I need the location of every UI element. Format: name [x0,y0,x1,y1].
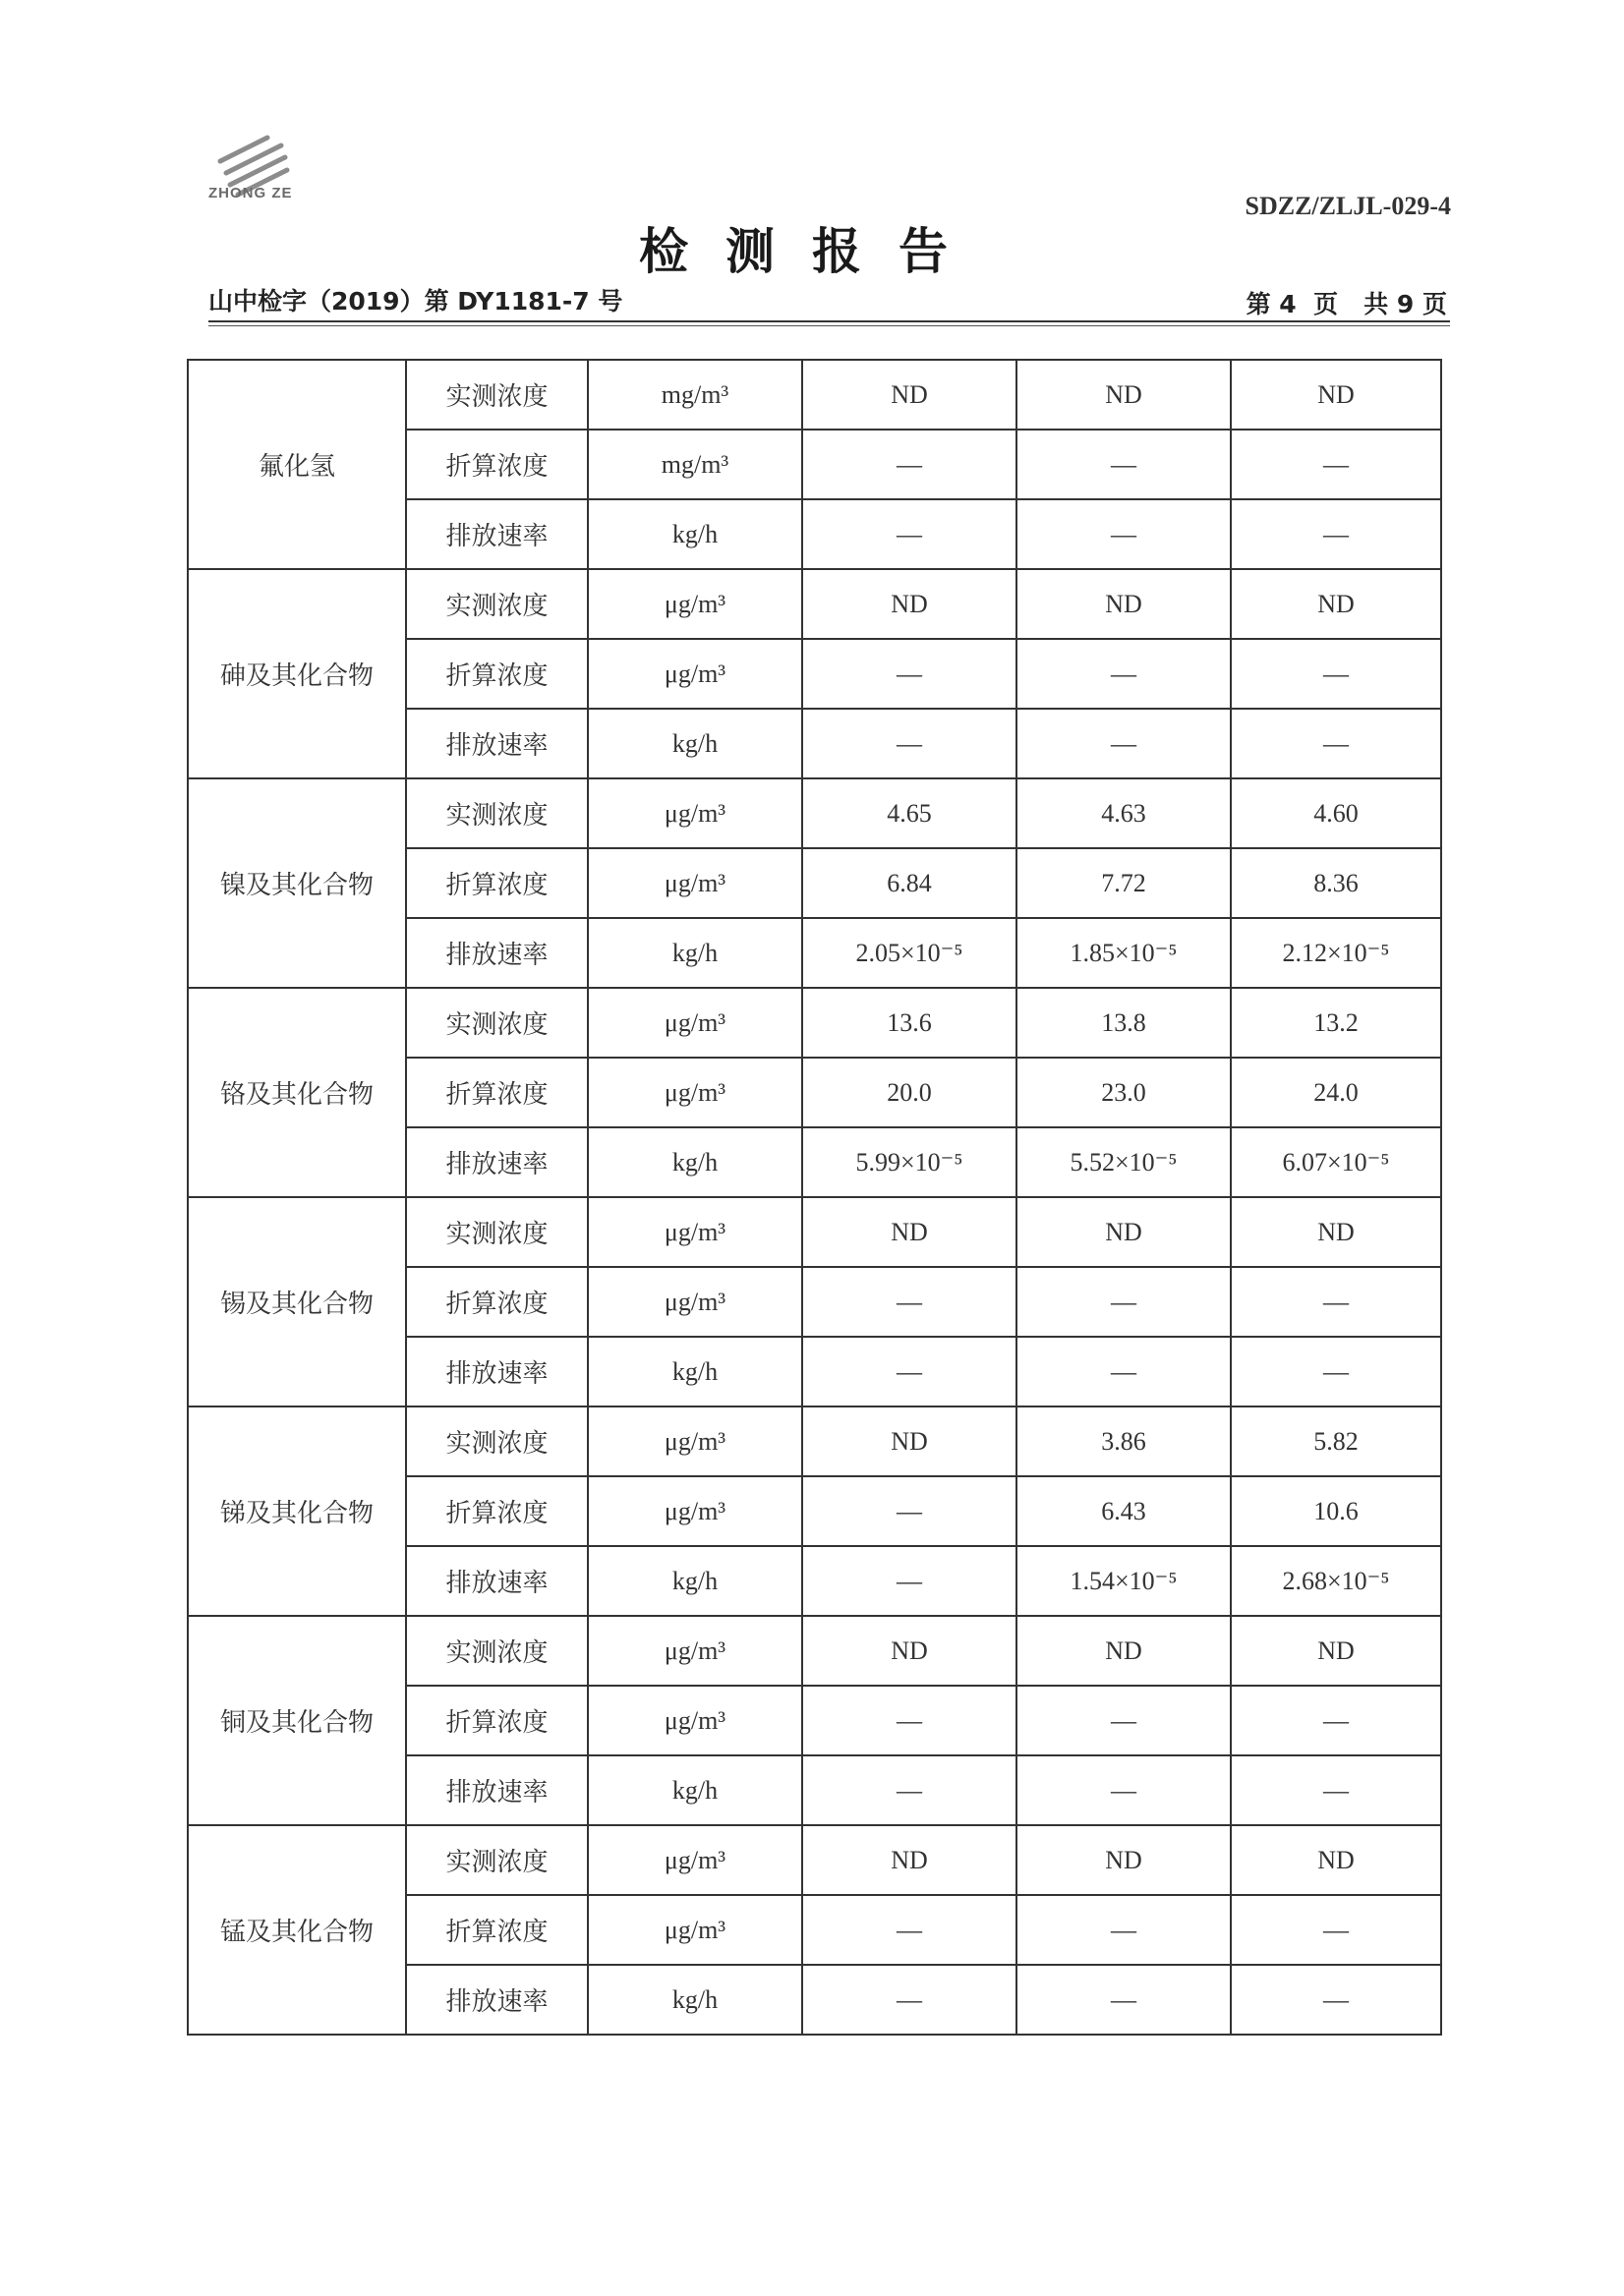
metric-cell: 实测浓度 [406,1197,588,1267]
page-title: 检测报告 [639,223,985,280]
value-cell: 3.86 [1016,1406,1231,1476]
value-cell: ND [802,569,1016,639]
unit-cell: μg/m³ [588,778,802,848]
value-cell: ND [1016,1616,1231,1686]
value-cell: 24.0 [1231,1058,1441,1127]
unit-cell: μg/m³ [588,1197,802,1267]
unit-cell: μg/m³ [588,1406,802,1476]
value-cell: — [1016,639,1231,709]
pollutant-name-cell: 锑及其化合物 [188,1406,406,1616]
metric-cell: 实测浓度 [406,988,588,1058]
table-row [188,360,1441,430]
metric-cell: 折算浓度 [406,848,588,918]
value-cell: 1.85×10⁻⁵ [1016,918,1231,988]
value-cell: ND [802,360,1016,430]
value-cell: — [1016,1267,1231,1337]
value-cell: 2.12×10⁻⁵ [1231,918,1441,988]
value-cell: — [1231,639,1441,709]
pollutant-name-cell: 铬及其化合物 [188,988,406,1197]
value-cell: 13.6 [802,988,1016,1058]
value-cell: 5.82 [1231,1406,1441,1476]
metric-cell: 排放速率 [406,1755,588,1825]
value-cell: — [1231,1895,1441,1965]
unit-cell: kg/h [588,1755,802,1825]
value-cell: 2.68×10⁻⁵ [1231,1546,1441,1616]
value-cell: 8.36 [1231,848,1441,918]
pollutant-name-cell: 镍及其化合物 [188,778,406,988]
unit-cell: kg/h [588,1337,802,1406]
pollutant-name-cell: 氟化氢 [188,360,406,569]
pollutant-name-cell: 铜及其化合物 [188,1616,406,1825]
unit-cell: kg/h [588,709,802,778]
value-cell: 23.0 [1016,1058,1231,1127]
value-cell: ND [1016,360,1231,430]
value-cell: ND [1231,360,1441,430]
value-cell: — [802,1267,1016,1337]
metric-cell: 排放速率 [406,1127,588,1197]
value-cell: 20.0 [802,1058,1016,1127]
value-cell: 4.63 [1016,778,1231,848]
value-cell: 4.65 [802,778,1016,848]
value-cell: — [1016,709,1231,778]
value-cell: — [1231,430,1441,499]
unit-cell: μg/m³ [588,639,802,709]
value-cell: 6.84 [802,848,1016,918]
unit-cell: mg/m³ [588,360,802,430]
metric-cell: 实测浓度 [406,778,588,848]
value-cell: 13.8 [1016,988,1231,1058]
metric-cell: 实测浓度 [406,1616,588,1686]
unit-cell: kg/h [588,1965,802,2035]
table-row [188,1406,1441,1476]
value-cell: — [802,1546,1016,1616]
value-cell: ND [1016,1825,1231,1895]
value-cell: — [1231,709,1441,778]
value-cell: ND [1231,1825,1441,1895]
metric-cell: 实测浓度 [406,569,588,639]
metric-cell: 折算浓度 [406,1267,588,1337]
table-row [188,569,1441,639]
unit-cell: μg/m³ [588,988,802,1058]
value-cell: 6.07×10⁻⁵ [1231,1127,1441,1197]
value-cell: 5.99×10⁻⁵ [802,1127,1016,1197]
value-cell: — [1231,1686,1441,1755]
value-cell: ND [1231,1197,1441,1267]
report-number: 山中检字（2019）第 DY1181-7 号 [208,287,623,316]
value-cell: 10.6 [1231,1476,1441,1546]
value-cell: — [802,709,1016,778]
document-code: SDZZ/ZLJL-029-4 [1245,192,1451,220]
value-cell: ND [802,1825,1016,1895]
value-cell: — [802,1686,1016,1755]
pollutant-name-cell: 锰及其化合物 [188,1825,406,2035]
metric-cell: 折算浓度 [406,639,588,709]
value-cell: 6.43 [1016,1476,1231,1546]
value-cell: — [802,1755,1016,1825]
value-cell: — [802,499,1016,569]
value-cell: ND [802,1616,1016,1686]
metric-cell: 实测浓度 [406,1825,588,1895]
value-cell: 13.2 [1231,988,1441,1058]
table-row [188,988,1441,1058]
value-cell: — [802,639,1016,709]
results-table [187,359,1442,2036]
metric-cell: 排放速率 [406,1965,588,2035]
value-cell: — [1016,1895,1231,1965]
unit-cell: kg/h [588,1127,802,1197]
metric-cell: 排放速率 [406,1546,588,1616]
unit-cell: μg/m³ [588,1476,802,1546]
value-cell: — [802,430,1016,499]
metric-cell: 折算浓度 [406,1476,588,1546]
value-cell: — [1016,1965,1231,2035]
metric-cell: 折算浓度 [406,430,588,499]
logo-text: ZHONG ZE [208,185,293,201]
metric-cell: 排放速率 [406,918,588,988]
unit-cell: kg/h [588,499,802,569]
value-cell: — [802,1337,1016,1406]
metric-cell: 排放速率 [406,709,588,778]
value-cell: 4.60 [1231,778,1441,848]
value-cell: — [1016,1686,1231,1755]
value-cell: ND [1231,1616,1441,1686]
metric-cell: 折算浓度 [406,1058,588,1127]
unit-cell: μg/m³ [588,1267,802,1337]
value-cell: — [1016,1755,1231,1825]
value-cell: — [1016,1337,1231,1406]
value-cell: — [802,1476,1016,1546]
value-cell: — [1016,430,1231,499]
value-cell: — [1016,499,1231,569]
value-cell: — [1231,1965,1441,2035]
pollutant-name-cell: 锡及其化合物 [188,1197,406,1406]
unit-cell: mg/m³ [588,430,802,499]
metric-cell: 折算浓度 [406,1895,588,1965]
header-divider [208,320,1450,322]
metric-cell: 实测浓度 [406,1406,588,1476]
header-divider-thin [208,325,1450,326]
unit-cell: μg/m³ [588,848,802,918]
metric-cell: 排放速率 [406,499,588,569]
value-cell: — [1231,1267,1441,1337]
unit-cell: μg/m³ [588,1058,802,1127]
table-row [188,1616,1441,1686]
unit-cell: μg/m³ [588,1825,802,1895]
unit-cell: kg/h [588,1546,802,1616]
value-cell: — [1231,1337,1441,1406]
value-cell: ND [802,1197,1016,1267]
value-cell: ND [802,1406,1016,1476]
table-row [188,778,1441,848]
value-cell: ND [1231,569,1441,639]
table-row [188,1825,1441,1895]
metric-cell: 折算浓度 [406,1686,588,1755]
unit-cell: μg/m³ [588,569,802,639]
value-cell: — [802,1965,1016,2035]
value-cell: 2.05×10⁻⁵ [802,918,1016,988]
value-cell: 5.52×10⁻⁵ [1016,1127,1231,1197]
metric-cell: 排放速率 [406,1337,588,1406]
value-cell: — [802,1895,1016,1965]
table-row [188,1197,1441,1267]
unit-cell: μg/m³ [588,1616,802,1686]
unit-cell: μg/m³ [588,1686,802,1755]
value-cell: 7.72 [1016,848,1231,918]
value-cell: — [1231,499,1441,569]
unit-cell: μg/m³ [588,1895,802,1965]
page-indicator: 第 4 页 共 9 页 [1246,290,1447,318]
value-cell: 1.54×10⁻⁵ [1016,1546,1231,1616]
value-cell: ND [1016,1197,1231,1267]
unit-cell: kg/h [588,918,802,988]
value-cell: — [1231,1755,1441,1825]
value-cell: ND [1016,569,1231,639]
pollutant-name-cell: 砷及其化合物 [188,569,406,778]
metric-cell: 实测浓度 [406,360,588,430]
